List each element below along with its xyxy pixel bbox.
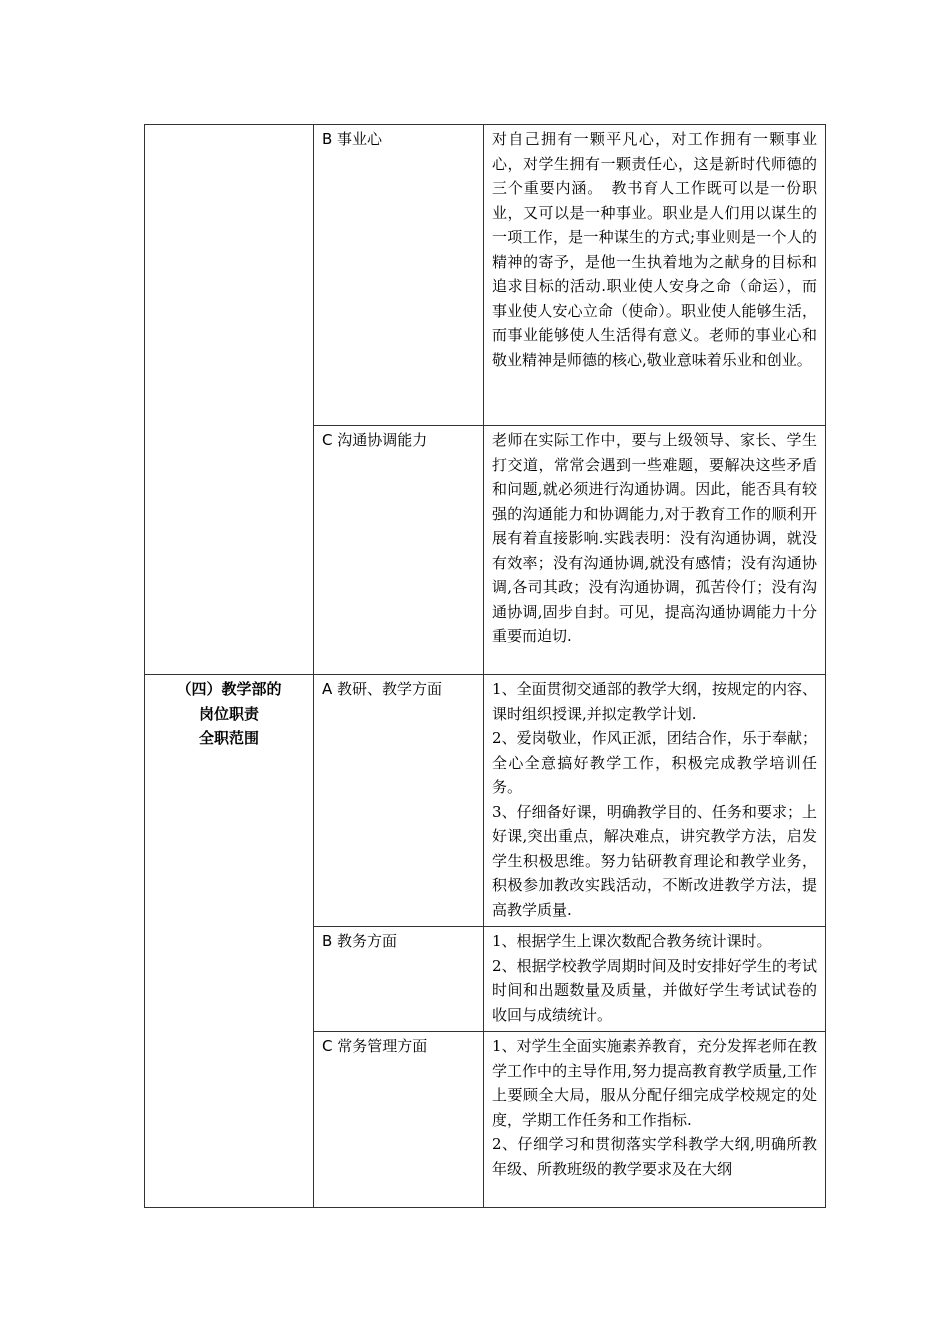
section-title-cell <box>145 675 314 1208</box>
category-cell: B 事业心 <box>314 125 484 426</box>
category-cell: B 教务方面 <box>314 927 484 1032</box>
content-paragraph: 1、全面贯彻交通部的教学大纲，按规定的内容、课时组织授课,并拟定教学计划. <box>492 680 817 723</box>
content-paragraph: 对自己拥有一颗平凡心，对工作拥有一颗事业心，对学生拥有一颗责任心，这是新时代师德的三个重要内涵。 教书育人工作既可以是一份职业，又可以是一种事业。职业是人们用以谋生的一项工作，是一种谋生的方式;事业则是一个人的精神的寄予，是他一生执着地为之献身的目标和追求目标的活动.职业使人安身之命（命运），而事业使人安心立命（使命）。职业使人能够生活，而事业能够使人生活得有意义。老师的事业心和敬业精神是师德的核心,敬业意味着乐业和创业。 <box>492 130 817 369</box>
content-paragraph: 2、爱岗敬业，作风正派，团结合作，乐于奉献；全心全意搞好教学工作，积极完成教学培训任务。 <box>492 729 817 796</box>
section-title-line: 岗位职责 <box>198 704 259 723</box>
content-paragraph: 3、仔细备好课，明确教学目的、任务和要求；上好课,突出重点，解决难点，讲究教学方法，启发学生积极思维。努力钻研教育理论和教学业务，积极参加教改实践活动，不断改进教学方法，提高教学质量. <box>492 802 817 919</box>
content-cell <box>484 927 826 1032</box>
content-paragraph: 1、对学生全面实施素养教育，充分发挥老师在教学工作中的主导作用,努力提高教育教学质量,工作上要顾全大局，服从分配仔细完成学校规定的处度，学期工作任务和工作指标. <box>492 1037 817 1129</box>
category-cell: C 常务管理方面 <box>314 1032 484 1208</box>
content-cell <box>484 675 826 927</box>
content-cell <box>484 1032 826 1208</box>
content-cell <box>484 125 826 426</box>
category-cell: A 教研、教学方面 <box>314 675 484 927</box>
section-title-line: （四）教学部的 <box>176 680 282 698</box>
empty-section-cell <box>145 125 314 675</box>
content-cell <box>484 426 826 675</box>
table-row <box>145 125 826 426</box>
category-cell: C 沟通协调能力 <box>314 426 484 675</box>
content-paragraph: 2、仔细学习和贯彻落实学科教学大纲,明确所教年级、所教班级的教学要求及在大纲 <box>492 1135 817 1178</box>
content-paragraph: 1、根据学生上课次数配合教务统计课时。 <box>492 932 772 950</box>
table-row <box>145 675 826 927</box>
section-title-line: 全职范围 <box>198 729 259 747</box>
content-paragraph: 老师在实际工作中，要与上级领导、家长、学生打交道，常常会遇到一些难题，要解决这些矛盾和问题,就必须进行沟通协调。因此，能否具有较强的沟通能力和协调能力,对于教育工作的顺利开展有着直接影响.实践表明：没有沟通协调，就没有效率；没有沟通协调,就没有感情；没有沟通协调,各司其政；没有沟通协调，孤苦伶仃；没有沟通协调,固步自封。可见，提高沟通协调能力十分重要而迫切. <box>492 431 817 645</box>
duties-table <box>144 124 826 1208</box>
content-paragraph: 2、根据学校教学周期时间及时安排好学生的考试时间和出题数量及质量，并做好学生考试试卷的收回与成绩统计。 <box>492 956 817 1024</box>
